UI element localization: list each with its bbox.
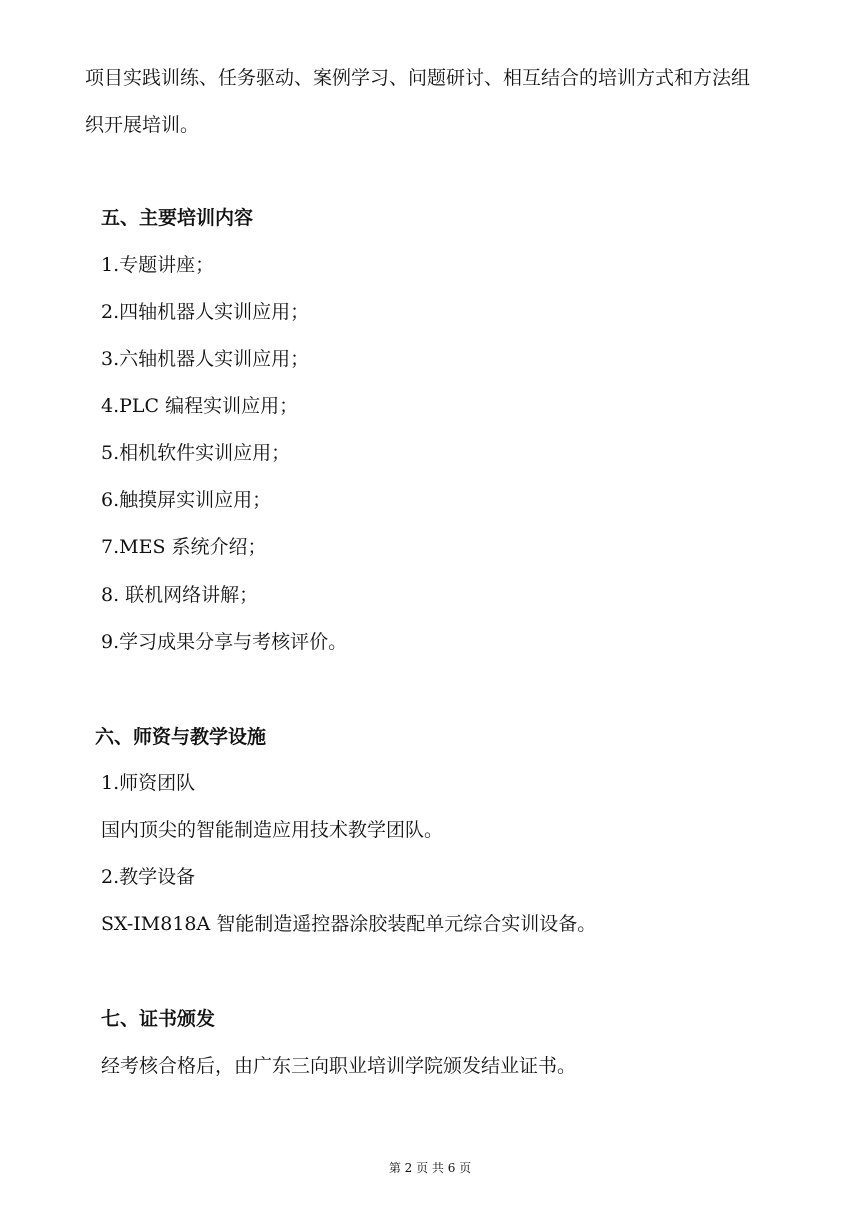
intro-line-1: 项目实践训练、任务驱动、案例学习、问题研讨、相互结合的培训方式和方法组: [85, 67, 751, 89]
list-item: 7.MES 系统介绍；: [101, 536, 267, 558]
list-item: 4.PLC 编程实训应用；: [101, 395, 299, 417]
list-item: 9.学习成果分享与考核评价。: [101, 631, 348, 653]
paragraph: 经考核合格后，由广东三向职业培训学院颁发结业证书。: [101, 1055, 577, 1077]
list-item: 1.专题讲座；: [101, 254, 215, 276]
subsection-title: 2.教学设备: [101, 866, 196, 888]
list-item: 3.六轴机器人实训应用；: [101, 348, 310, 370]
paragraph: SX-IM818A 智能制造遥控器涂胶装配单元综合实训设备。: [101, 913, 597, 935]
list-item: 5.相机软件实训应用；: [101, 442, 291, 464]
page-number: 第 2 页 共 6 页: [388, 1161, 472, 1175]
list-item: 2.四轴机器人实训应用；: [101, 301, 310, 323]
intro-line-2: 织开展培训。: [85, 114, 200, 136]
section-5-heading: 五、主要培训内容: [101, 207, 254, 229]
section-6-heading: 六、师资与教学设施: [95, 726, 267, 748]
list-item: 6.触摸屏实训应用；: [101, 489, 272, 511]
section-7-heading: 七、证书颁发: [101, 1008, 216, 1030]
list-item: 8. 联机网络讲解；: [101, 584, 259, 606]
paragraph: 国内顶尖的智能制造应用技术教学团队。: [101, 819, 444, 841]
subsection-title: 1.师资团队: [101, 772, 196, 794]
